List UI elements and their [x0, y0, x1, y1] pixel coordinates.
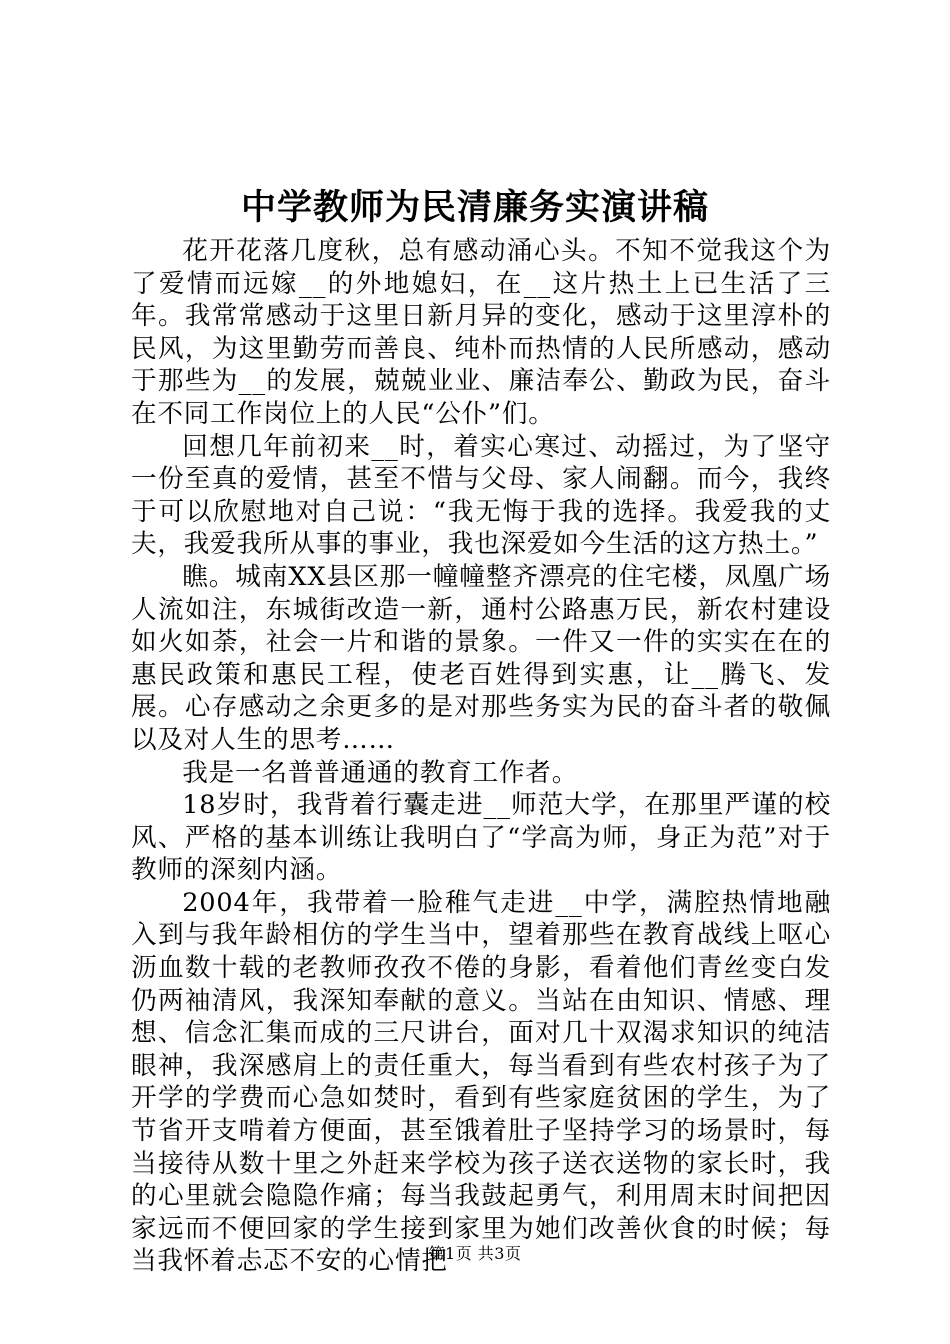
paragraph-4: 我是一名普普通通的教育工作者。	[182, 757, 579, 788]
paragraph-6: 2004年，我带着一脸稚气走进__中学，满腔热情地融入到与我年龄相仿的学生当中，望着那些在教育战线上呕心沥血数十载的老教师孜孜不倦的身影，看着他们青丝变白发仍两袖清风，我深知奉献的意义。当站在由知识、情感、理想、信念汇集而成的三尺讲台，面对几十双渴求知识的纯洁眼神，我深感肩上的责任重大，每当看到有些农村孩子为了开学的学费而心急如焚时，看到有些家庭贫困的学生，为了节省开支啃着方便面，甚至饿着肚子坚持学习的场景时，每当接待从数十里之外赶来学校为孩子送衣送物的家长时，我的心里就会隐隐作痛；每当我鼓起勇气，利用周末时间把因家远而不便回家的学生接到家里为她们改善伙食的时候；每当我怀着忐忑不安的心情把	[131, 887, 831, 1277]
paragraph-5: 18岁时，我背着行囊走进__师范大学，在那里严谨的校风、严格的基本训练让我明白了“学高为师，身正为范”对于教师的深刻内涵。	[131, 790, 831, 886]
document-title: 中学教师为民清廉务实演讲稿	[240, 187, 709, 228]
paragraph-3: 瞧。城南XX县区那一幢幢整齐漂亮的住宅楼，凤凰广场人流如注，东城街改造一新，通村公路惠万民，新农村建设如火如荼，社会一片和谐的景象。一件又一件的实实在在的惠民政策和惠民工程，使老百姓得到实惠，让__腾飞、发展。心存感动之余更多的是对那些务实为民的奋斗者的敬佩以及对人生的思考……	[131, 561, 831, 755]
document-body	[131, 235, 831, 1278]
page-footer: 第1页 共3页	[428, 1244, 522, 1263]
paragraph-2: 回想几年前初来__时，着实心寒过、动摇过，为了坚守一份至真的爱情，甚至不惜与父母、家人闹翻。而今，我终于可以欣慰地对自己说：“我无悔于我的选择。我爱我的丈夫，我爱我所从事的事业，我也深爱如今生活的这方热土。”	[131, 431, 831, 560]
paragraph-1: 花开花落几度秋，总有感动涌心头。不知不觉我这个为了爱情而远嫁__的外地媳妇，在__这片热土上已生活了三年。我常常感动于这里日新月异的变化，感动于这里淳朴的民风，为这里勤劳而善良、纯朴而热情的人民所感动，感动于那些为__的发展，兢兢业业、廉洁奉公、勤政为民，奋斗在不同工作岗位上的人民“公仆”们。	[131, 236, 831, 429]
